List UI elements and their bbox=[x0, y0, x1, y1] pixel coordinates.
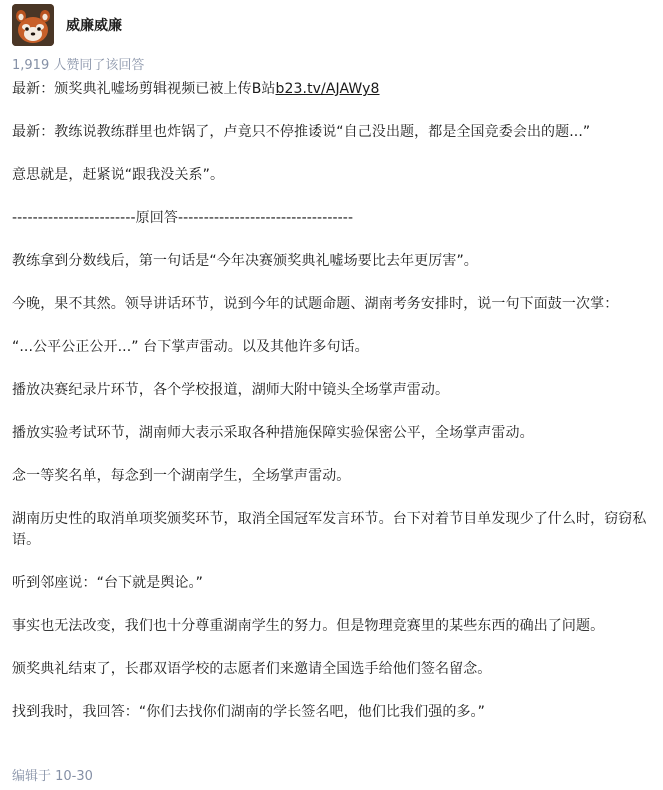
vote-count bbox=[12, 54, 144, 73]
avatar[interactable] bbox=[12, 4, 54, 46]
paragraph: 播放实验考试环节，湖南师大表示采取各种措施保障实验保密公平，全场掌声雷动。 bbox=[12, 425, 534, 441]
paragraph: 事实也无法改变，我们也十分尊重湖南学生的努力。但是物理竞赛里的某些东西的确出了问题。 bbox=[12, 618, 605, 634]
paragraph-text: 最新：颁奖典礼嘘场剪辑视频已被上传B站 bbox=[12, 81, 276, 97]
paragraph: 最新：教练说教练群里也炸锅了，卢竟只不停推诿说“自己没出题，都是全国竞委会出的题...” bbox=[12, 124, 591, 140]
paragraph: 教练拿到分数线后，第一句话是“今年决赛颁奖典礼嘘场要比去年更厉害”。 bbox=[12, 253, 478, 269]
paragraph: 找到我时，我回答：“你们去找你们湖南的学长签名吧，他们比我们强的多。” bbox=[12, 704, 486, 720]
paragraph: 今晚，果不其然。领导讲话环节，说到今年的试题命题、湖南考务安排时，说一句下面鼓一次掌： bbox=[12, 296, 619, 312]
paragraph: 听到邻座说：“台下就是舆论。” bbox=[12, 575, 204, 591]
paragraph-update-video bbox=[12, 79, 656, 100]
edited-timestamp[interactable]: 编辑于 10-30 bbox=[12, 769, 93, 784]
author-name[interactable]: 威廉威廉 bbox=[66, 18, 122, 34]
vote-count-number: 1,919 bbox=[12, 58, 50, 73]
paragraph: 意思就是，赶紧说“跟我没关系”。 bbox=[12, 167, 225, 183]
answer-content bbox=[12, 79, 656, 745]
paragraph: 播放决赛纪录片环节，各个学校报道，湖师大附中镜头全场掌声雷动。 bbox=[12, 382, 450, 398]
paragraph: 湖南历史性的取消单项奖颁奖环节，取消全国冠军发言环节。台下对着节目单发现少了什么时，窃窃私语。 bbox=[12, 511, 647, 548]
paragraph: 念一等奖名单，每念到一个湖南学生，全场掌声雷动。 bbox=[12, 468, 351, 484]
video-link[interactable]: b23.tv/AJAWy8 bbox=[275, 81, 380, 97]
paragraph: “...公平公正公开...” 台下掌声雷动。以及其他许多句话。 bbox=[12, 339, 369, 355]
section-divider: ------------------------原回答---------------------------------- bbox=[12, 210, 354, 226]
author-info bbox=[12, 4, 122, 46]
paragraph: 颁奖典礼结束了，长郡双语学校的志愿者们来邀请全国选手给他们签名留念。 bbox=[12, 661, 492, 677]
red-panda-avatar-icon bbox=[12, 4, 54, 46]
vote-count-label: 人赞同了该回答 bbox=[53, 58, 145, 73]
